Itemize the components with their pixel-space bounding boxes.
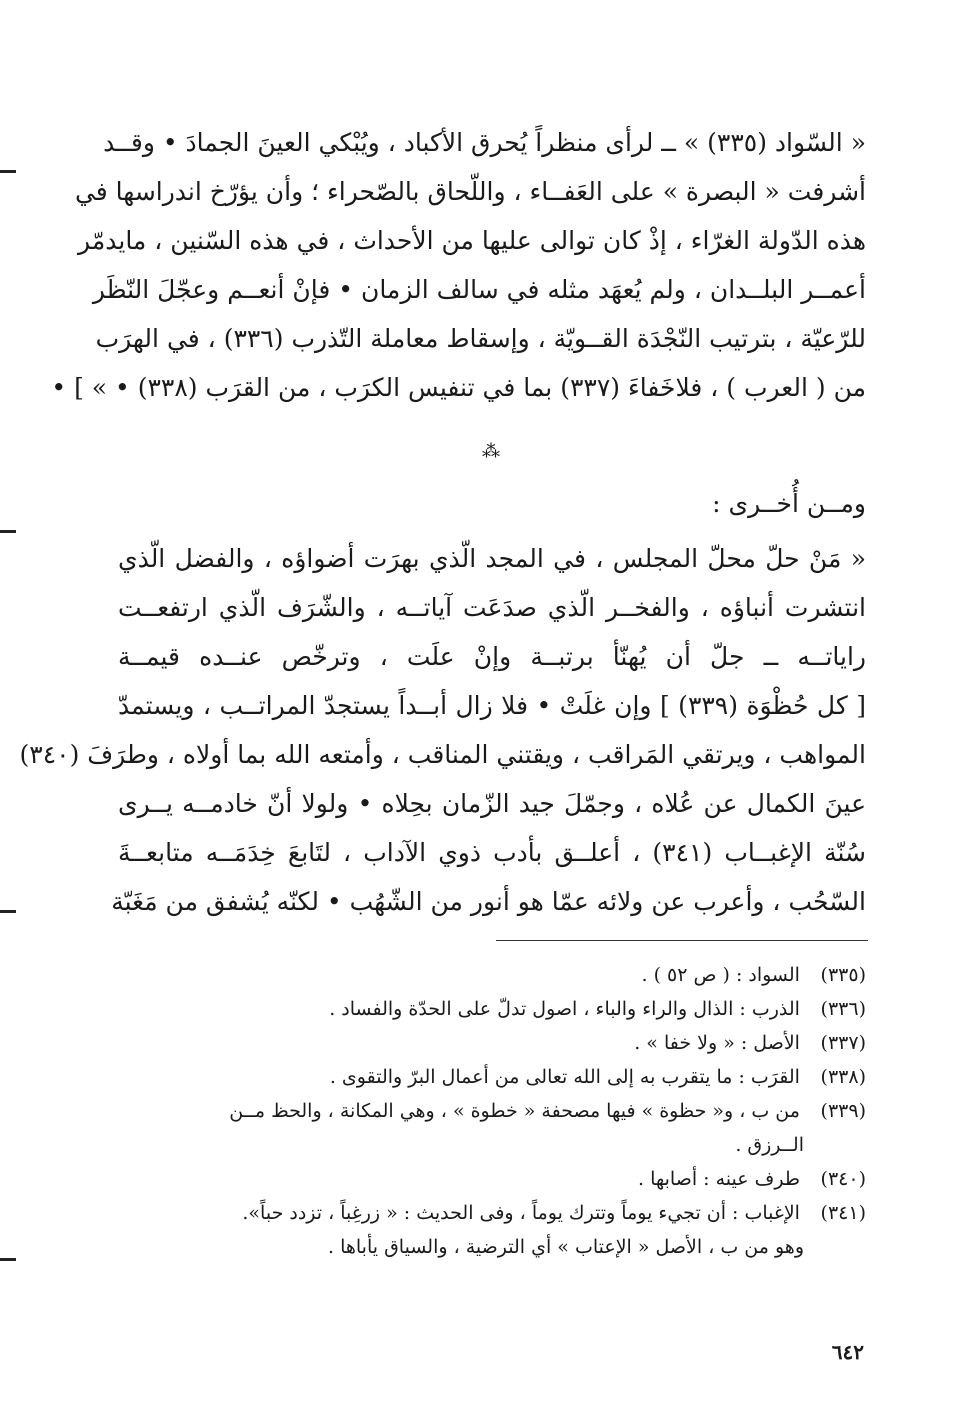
footnote-continuation: الــرزق . <box>735 1134 804 1156</box>
footnote <box>118 958 866 992</box>
text-line: المواهب ، ويرتقي المَراقب ، ويقتني المناقب ، وأمتعه الله بما أولاه ، وطرَفَ (٣٤٠) <box>19 740 866 769</box>
footnote-divider <box>496 940 868 941</box>
subheading: ومــن أُخــرى : <box>712 489 866 518</box>
text-line: انتشرت أنباؤه ، والفخــر الّذي صدَعَت آياتــه ، والشّرَف الّذي ارتفعــت <box>118 593 866 622</box>
footnote-number: (٣٤١) <box>820 1202 866 1224</box>
margin-mark <box>0 530 16 533</box>
text-line: راياتــه ــ جلّ أن يُهنّأ برتبــة وإنْ علَت ، وترخّص عنــده قيمــة <box>118 642 866 671</box>
margin-mark <box>0 910 16 913</box>
main-text <box>19 118 866 926</box>
text-line: هذه الدّولة الغرّاء ، إذْ كان توالى عليها من الأحداث ، في هذه السّنين ، مايدمّر <box>78 226 866 255</box>
footnote-text: الأصل : « ولا خفا » . <box>634 1032 800 1054</box>
footnote-continuation: وهو من ب ، الأصل « الإعتاب » أي الترضية ، والسياق يأباها . <box>327 1236 804 1258</box>
text-line: « مَنْ حلّ محلّ المجلس ، في المجد الّذي بهرَت أضواؤه ، والفضل الّذي <box>118 544 866 573</box>
footnote-number: (٣٤٠) <box>820 1168 866 1190</box>
text-line: للرّعيّة ، بترتيب النّجْدَة القــويّة ، وإسقاط معاملة التّذرب (٣٣٦) ، في الهرَب <box>95 324 866 353</box>
footnote <box>118 1094 866 1128</box>
footnote-number: (٣٣٦) <box>820 998 866 1020</box>
footnote-text: من ب ، و« حظوة » فيها مصحفة « خطوة » ، وهي المكانة ، والحظ مــن <box>229 1100 800 1122</box>
footnote-text: الذرب : الذال والراء والباء ، اصول تدلّ على الحدّة والفساد . <box>329 998 800 1020</box>
text-line: أعمــر البلــدان ، ولم يُعهَد مثله في سالف الزمان • فإنْ أنعــم وعجّلَ النّظَر <box>92 275 866 304</box>
paragraph-2 <box>19 534 866 926</box>
footnote-number: (٣٣٧) <box>820 1032 866 1054</box>
margin-mark <box>0 1258 16 1261</box>
text-line: [ كل حُظْوَة (٣٣٩) ] وإن غلَتْ • فلا زال أبــداً يستجدّ المراتــب ، ويستمدّ <box>118 691 866 720</box>
footnote <box>118 992 866 1026</box>
text-line: سُنّة الإغبــاب (٣٤١) ، أعلــق بأدب ذوي الآداب ، لتَابعَ خِدَمَــه متابعــةَ <box>118 838 866 867</box>
footnote-number: (٣٣٥) <box>820 964 866 986</box>
text-line: عينَ الكمال عن عُلاه ، وجمّلَ جيد الزّمان بحِلاه • ولولا أنّ خادمــه يــرى <box>118 789 866 818</box>
footnote <box>118 1162 866 1196</box>
footnote-number: (٣٣٨) <box>820 1066 866 1088</box>
footnote <box>118 1196 866 1230</box>
text-line: أشرفت « البصرة » على العَفــاء ، واللّحاق بالصّحراء ؛ وأن يؤرّخ اندراسها في <box>74 177 866 206</box>
section-separator: ⁂ <box>482 441 502 462</box>
footnotes <box>118 958 866 1264</box>
margin-mark <box>0 170 16 173</box>
footnote-text: الإغباب : أن تجيء يوماً وتترك يوماً ، وفى الحديث : « زرغِباً ، تزدد حباً». <box>242 1202 800 1224</box>
footnote <box>118 1060 866 1094</box>
footnote-text: طرف عينه : أصابها . <box>638 1168 800 1190</box>
footnote-text: القرَب : ما يتقرب به إلى الله تعالى من أعمال البرّ والتقوى . <box>329 1066 800 1088</box>
text-line: السّحُب ، وأعرب عن ولائه عمّا هو أنور من الشّهُب • لكنّه يُشفق من مَغَبّة <box>111 887 866 916</box>
footnote <box>118 1026 866 1060</box>
text-line: من ( العرب ) ، فلاخَفاءَ (٣٣٧) بما في تنفيس الكرَب ، من القرَب (٣٣٨) • » ] • <box>51 373 866 402</box>
text-line: « السّواد (٣٣٥) » ــ لرأى منظراً يُحرق الأكباد ، ويُبْكي العينَ الجمادَ • وقــد <box>103 128 866 157</box>
footnote-number: (٣٣٩) <box>820 1100 866 1122</box>
footnote-text: السواد : ( ص ٥٢ ) . <box>641 964 800 986</box>
paragraph-1 <box>51 118 866 412</box>
page-number: ٦٤٢ <box>831 1340 864 1364</box>
